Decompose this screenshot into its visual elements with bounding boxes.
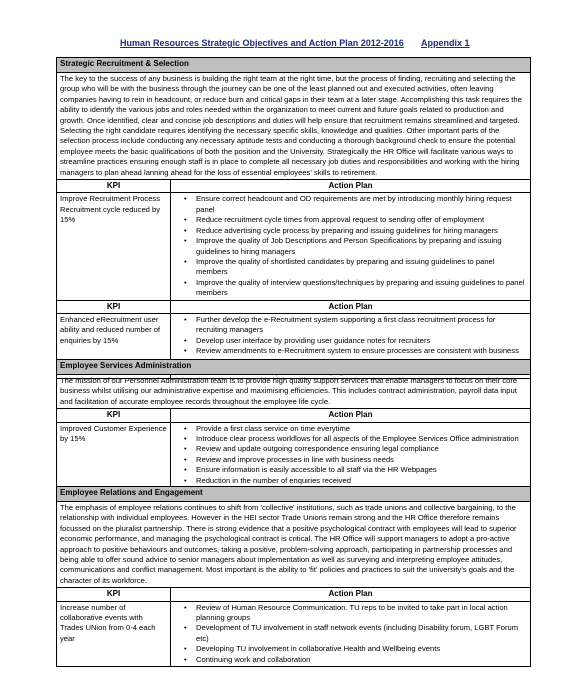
list-item: • Introduce clear process workflows for all aspects of the Employee Services Office administration: [196, 434, 527, 444]
section-employee-services: [56, 359, 531, 488]
kpi-cell: Improve Recruitment Process Recruitment cycle reduced by 15%: [57, 193, 171, 300]
action-plan-header: Action Plan: [171, 588, 531, 601]
kpi-cell: Improved Customer Experience by 15%: [57, 422, 171, 487]
list-item: • Improve the quality of interview questions/techniques by preparing and issuing guidelines to panel members: [196, 278, 527, 299]
list-item: • Review of Human Resource Communication. TU reps to be invited to take part in local action planning groups: [196, 603, 527, 624]
kpi-header: KPI: [57, 300, 171, 313]
document-header: [0, 38, 585, 52]
action-list: [174, 603, 527, 665]
action-plan-header: Action Plan: [171, 300, 531, 313]
section-title: Strategic Recruitment & Selection: [57, 58, 531, 73]
kpi-header: KPI: [57, 180, 171, 193]
section-title: Employee Relations and Engagement: [57, 487, 531, 502]
section-employee-relations: [56, 486, 531, 667]
table-row: [57, 422, 531, 487]
action-list: [174, 194, 527, 298]
appendix-label: Appendix 1: [421, 38, 470, 48]
action-list: [174, 424, 527, 486]
section-title: Employee Services Administration: [57, 360, 531, 375]
list-item: • Ensure correct headcount and OD requirements are met by introducing monthly hiring request panel: [196, 194, 527, 215]
table-row: [57, 601, 531, 666]
list-item: • Developing TU involvement in collaborative Health and Wellbeing events: [196, 644, 527, 654]
list-item: • Review amendments to e-Recruitment system to ensure processes are consistent with business: [196, 346, 527, 367]
list-item: • Review and improve processes in line with business needs: [196, 455, 527, 465]
section-strategic-recruitment: [56, 57, 531, 379]
action-plan-cell: [171, 601, 531, 666]
list-item: • Reduce recruitment cycle times from approval request to sending offer of employment: [196, 215, 527, 225]
list-item: • Improve the quality of Job Descriptions and Person Specifications by preparing and issuing guidelines to hiring managers: [196, 236, 527, 257]
list-item: • Ensure information is easily accessible to all staff via the HR Webpages: [196, 465, 527, 475]
kpi-header: KPI: [57, 588, 171, 601]
kpi-cell: Increase number of collaborative events with Trades UNion from 0-4 each year: [57, 601, 171, 666]
action-plan-cell: [171, 422, 531, 487]
action-plan-header: Action Plan: [171, 409, 531, 422]
kpi-header: KPI: [57, 409, 171, 422]
list-item: • Development of TU involvement in staff network events (including Disability forum, LGBT Forum etc): [196, 623, 527, 644]
action-plan-cell: [171, 193, 531, 300]
list-item: • Reduction in the number of enquiries received: [196, 476, 527, 486]
list-item: • Further develop the e-Recruitment system supporting a first class recruitment process for recruiting managers: [196, 315, 527, 336]
table-row: [57, 193, 531, 300]
list-item: • Improve the quality of shortlisted candidates by preparing and issuing guidelines to panel members: [196, 257, 527, 278]
list-item: • Provide a first class service on time everytime: [196, 424, 527, 434]
action-plan-header: Action Plan: [171, 180, 531, 193]
document-title: Human Resources Strategic Objectives and Action Plan 2012-2016: [120, 38, 404, 48]
list-item: • Review and update outgoing correspondence ensuring legal compliance: [196, 444, 527, 454]
section-intro: The key to the success of any business is building the right team at the right time, but the process of finding, recruiting and selecting the group who will be with the business through the journey can be one of the least planned out and executed activities, often leaving companies having to rein in headcount, or reduce burn and critical gaps in their team at a later stage. Accomplishing this task requires the ability to identify the various jobs and roles needed within the organization to meet current and future goals related to production and growth. Once identified, clear and concise job descriptions and duties will help ensure that recruitment remains streamlined and targeted. Selecting the right candidate requires identifying the necessary specific skills, knowledge and qualities. Other important parts of the selection process include conducting any necessary aptitude tests and conducting a thorough background check to ensure the potential employee meets the basic qualifications of both the position and the University. Strategically the HR Office will facilitate various ways to streamline practices ensuring enough staff is in place to complete all necessary job duties and responsibilities and working with the hiring managers to plan ahead lanning ahead for the loss of essential employees' skills to retirement.: [60, 74, 522, 177]
section-intro: The mission of our Personnel Administration team is to provide high quality support services that enable managers to focus on their core business whilst utilising our administrative expertise and maximising efficiencies. This includes contract administration, payroll data input and facilitation of accurate employee records throughout the employee life cycle.: [60, 376, 518, 406]
list-item: • Reduce advertising cycle process by preparing and issuing guidelines for hiring managers: [196, 226, 527, 236]
list-item: • Develop user interface by providing user guidance notes for recruiters: [196, 336, 527, 346]
section-intro: The emphasis of employee relations continues to shift from 'collective' institutions, such as trade unions and collective bargaining, to the relationship with individual employees. However in the HEI sector Trade Unions remain strong and the HR Office therefore remains focussed on the pluralist partnership. There is strong evidence that a positive psychological contract with employees will lead to superior economic performance, and managing the psychological contract is critical. The HR Office will support managers to adopt a pro-active approach to positive behaviours and outcomes, taking a positive, problem-solving approach, participating in partnership processes and being able to offer sound advice to senior managers about implementation as well as surveying and interpreting employee attitudes, communications and conflict management. Most important is the ability to 'fit' policies and practices to suit the university's goals and the character of its workforce.: [60, 503, 517, 585]
list-item: • Continuing work and collaboration: [196, 655, 527, 665]
kpi-cell: Enhanced eRecruitment user ability and reduced number of enquiries by 15%: [57, 313, 171, 378]
